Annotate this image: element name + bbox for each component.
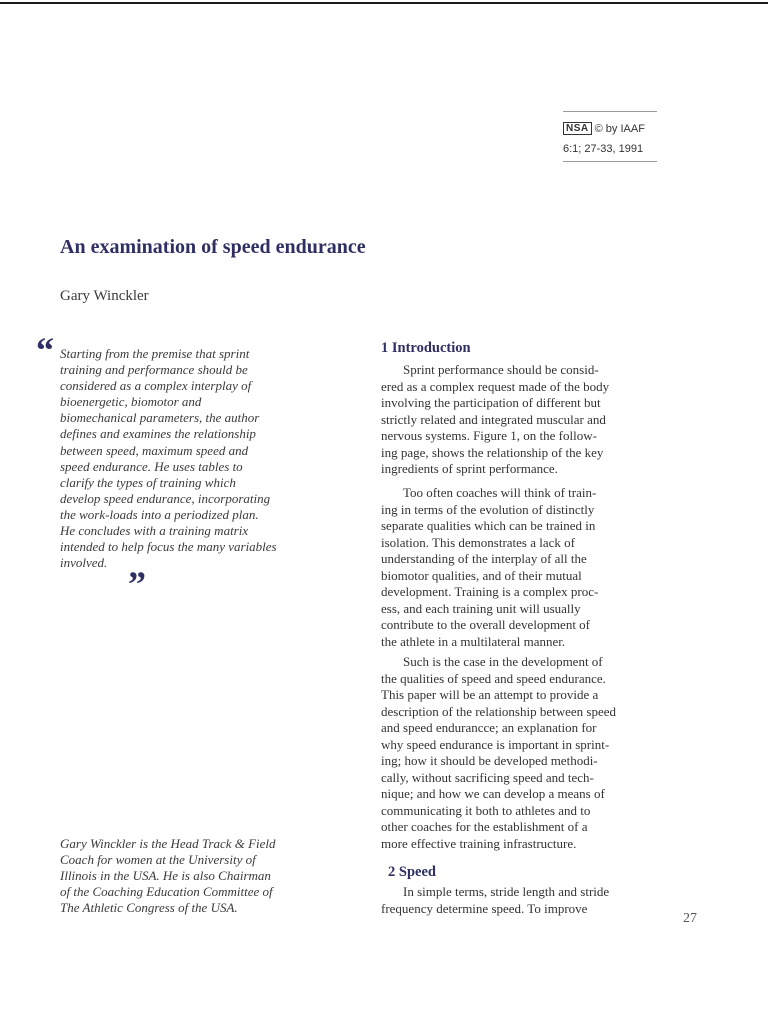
abstract-line: biomechanical parameters, the author	[60, 410, 260, 426]
text-line: strictly related and integrated muscular and	[381, 411, 606, 427]
text-line: contribute to the overall development of	[381, 617, 591, 633]
author-bio	[60, 836, 345, 916]
text-line: nique; and how we can develop a means of	[381, 786, 605, 802]
abstract-line: He concludes with a training matrix	[60, 523, 249, 539]
text-line: In simple terms, stride length and stride	[403, 884, 610, 899]
text-line: the athlete in a multilateral manner.	[381, 633, 566, 649]
section-heading-introduction: 1 Introduction	[381, 340, 471, 356]
abstract-line: training and performance should be	[60, 362, 248, 378]
text-line: nervous systems. Figure 1, on the follow-	[381, 428, 597, 444]
publication-info	[563, 111, 657, 162]
paragraph	[381, 654, 658, 853]
text-line: why speed endurance is important in sprint-	[381, 736, 610, 752]
text-line: the qualities of speed and speed endurance.	[381, 670, 606, 686]
close-quote-icon: ”	[128, 564, 146, 604]
bio-line: Illinois in the USA. He is also Chairman	[60, 868, 271, 884]
abstract-line: the work-loads into a periodized plan.	[60, 506, 259, 522]
abstract-line: defines and examines the relationship	[60, 426, 256, 442]
divider	[563, 161, 657, 162]
text-line: communicating it both to athletes and to	[381, 802, 591, 818]
copyright-text: © by IAAF	[594, 122, 645, 135]
text-line: biomotor qualities, and of their mutual	[381, 567, 582, 583]
nsa-logo-icon: NSA	[563, 122, 592, 135]
text-line: understanding of the interplay of all the	[381, 551, 587, 567]
abstract-line: involved.	[60, 555, 108, 571]
article-author: Gary Winckler	[60, 288, 149, 304]
bio-line: of the Coaching Education Committee of	[60, 884, 273, 900]
paragraph	[381, 362, 658, 478]
text-line: ingredients of sprint performance.	[381, 461, 558, 477]
text-line: cally, without sacrificing speed and tech-	[381, 769, 594, 785]
open-quote-icon: “	[36, 330, 54, 370]
bio-line: Coach for women at the University of	[60, 852, 256, 868]
text-line: Too often coaches will think of train-	[403, 485, 597, 500]
text-line: ing in terms of the evolution of distinctly	[381, 501, 595, 517]
text-line: development. Training is a complex proc-	[381, 584, 599, 600]
text-line: other coaches for the establishment of a	[381, 819, 588, 835]
text-line: ing page, shows the relationship of the key	[381, 444, 604, 460]
section-heading-speed: 2 Speed	[388, 864, 436, 880]
text-line: description of the relationship between speed	[381, 703, 617, 719]
paragraph	[381, 485, 658, 650]
text-line: ess, and each training unit will usually	[381, 600, 581, 616]
divider	[563, 111, 657, 112]
text-line: frequency determine speed. To improve	[381, 900, 588, 916]
article-title: An examination of speed endurance	[60, 236, 366, 258]
abstract-line: speed endurance. He uses tables to	[60, 458, 243, 474]
text-line: separate qualities which can be trained in	[381, 518, 596, 534]
text-line: Such is the case in the development of	[403, 654, 603, 669]
text-line: ing; how it should be developed methodi-	[381, 753, 598, 769]
page-number: 27	[683, 911, 697, 926]
abstract-line: intended to help focus the many variables	[60, 539, 277, 555]
text-line: ered as a complex request made of the body	[381, 378, 610, 394]
text-line: and speed enduranсce; an explanation for	[381, 720, 597, 736]
text-line: This paper will be an attempt to provide a	[381, 687, 599, 703]
text-line: Sprint performance should be consid-	[403, 362, 599, 377]
abstract-line: considered as a complex interplay of	[60, 378, 252, 394]
bio-line: Gary Winckler is the Head Track & Field	[60, 836, 276, 851]
abstract-line: between speed, maximum speed and	[60, 442, 249, 458]
abstract-line: bioenergetic, biomotor and	[60, 394, 202, 410]
citation-text: 6:1; 27-33, 1991	[563, 143, 644, 155]
text-line: isolation. This demonstrates a lack of	[381, 534, 575, 550]
top-edge-rule	[0, 2, 768, 4]
abstract-line: clarify the types of training which	[60, 474, 236, 490]
text-line: involving the participation of different but	[381, 395, 601, 411]
abstract-line: develop speed endurance, incorporating	[60, 490, 271, 506]
text-line: more effective training infrastructure.	[381, 836, 577, 852]
paragraph	[381, 884, 658, 917]
bio-line: The Athletic Congress of the USA.	[60, 900, 238, 916]
abstract	[60, 346, 340, 571]
abstract-line: Starting from the premise that sprint	[60, 346, 250, 361]
